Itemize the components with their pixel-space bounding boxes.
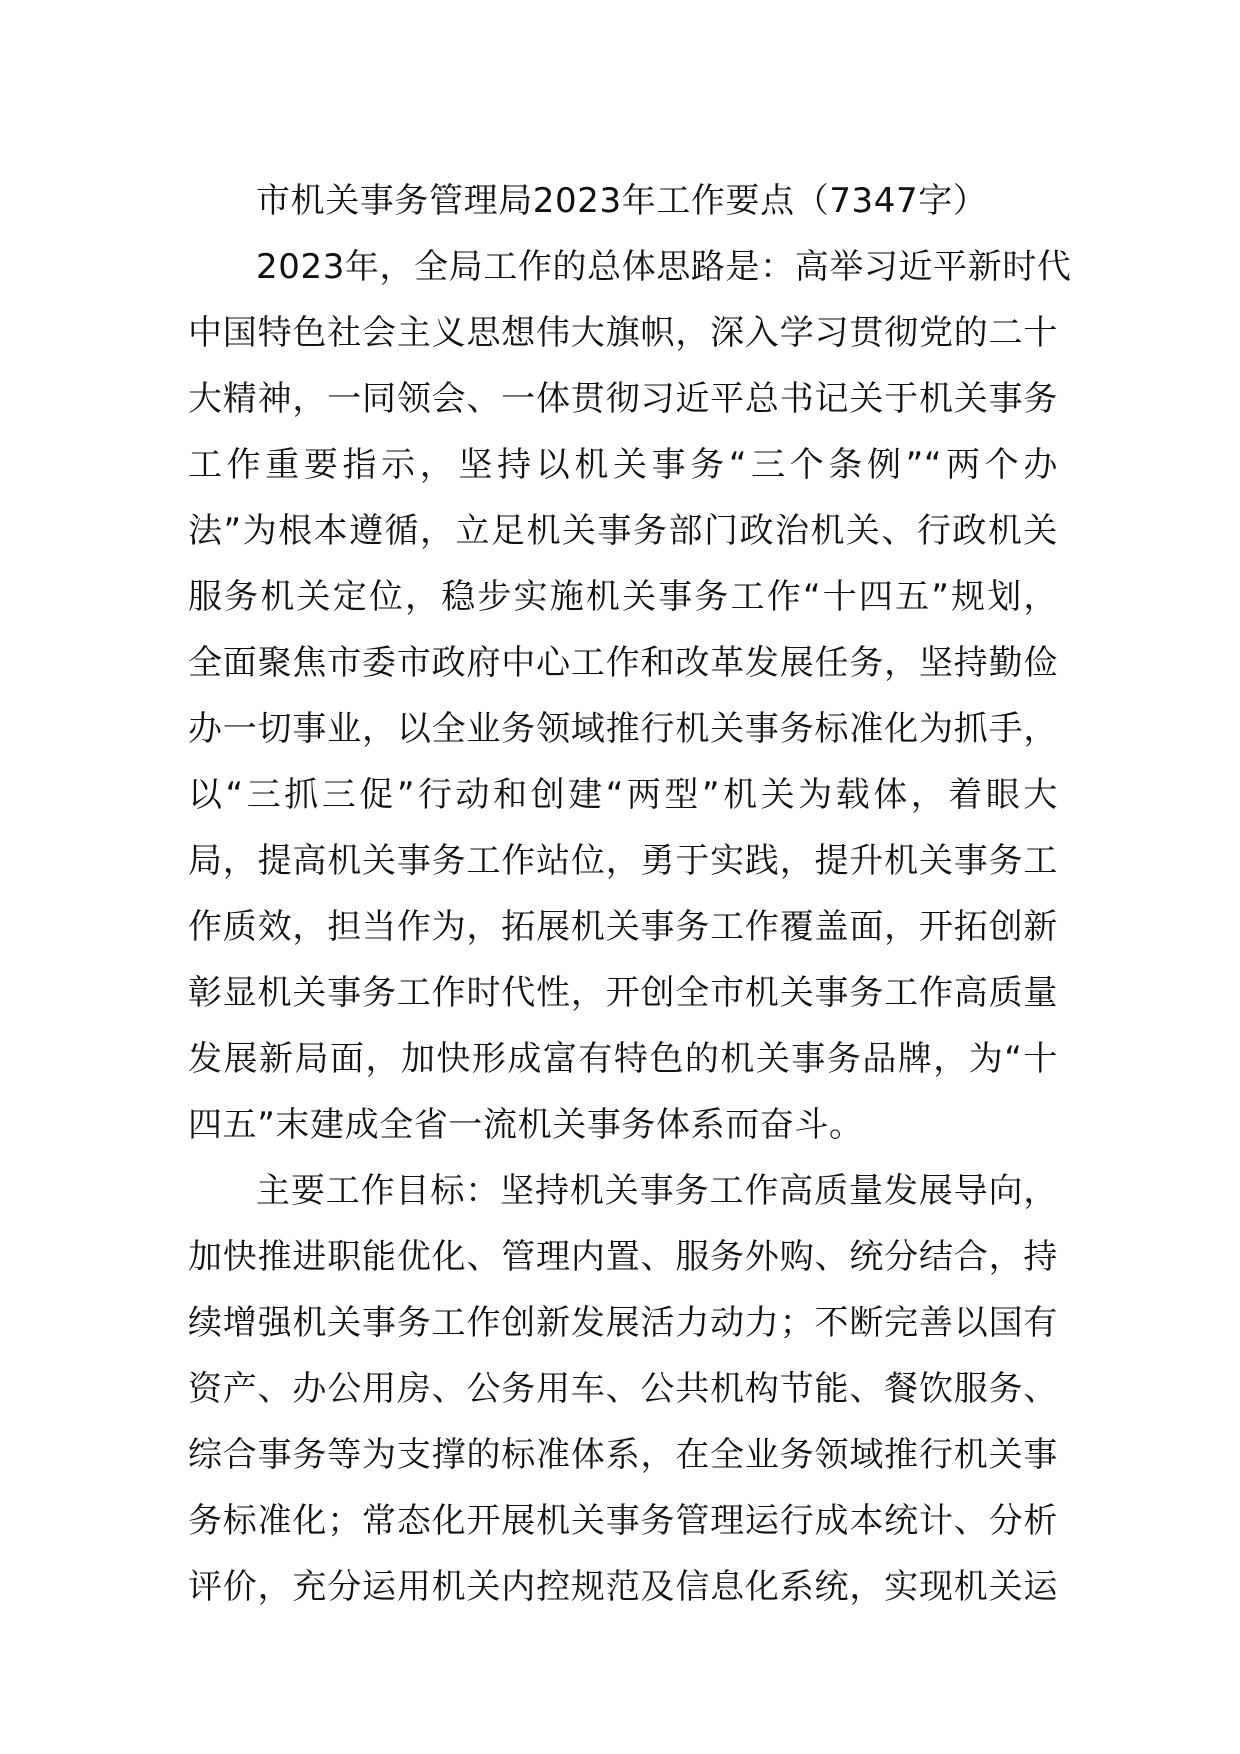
paragraph-line: 发展新局面，加快形成富有特色的机关事务品牌，为“十 xyxy=(188,1039,1058,1079)
paragraph-line: 以“三抓三促”行动和创建“两型”机关为载体，着眼大 xyxy=(188,775,1058,815)
paragraph-line: 办一切事业，以全业务领域推行机关事务标准化为抓手， xyxy=(188,709,1058,749)
paragraph-line: 大精神，一同领会、一体贯彻习近平总书记关于机关事务 xyxy=(188,379,1058,419)
paragraph-line: 作质效，担当作为，拓展机关事务工作覆盖面，开拓创新 xyxy=(188,907,1058,947)
document-body xyxy=(188,168,1072,1620)
paragraph-line: 资产、办公用房、公务用车、公共机构节能、餐饮服务、 xyxy=(188,1369,1058,1409)
paragraph-line: 工作重要指示，坚持以机关事务“三个条例”“两个办 xyxy=(188,445,1058,485)
paragraph-line: 局，提高机关事务工作站位，勇于实践，提升机关事务工 xyxy=(188,841,1058,881)
paragraph-line: 主要工作目标：坚持机关事务工作高质量发展导向， xyxy=(256,1171,1058,1211)
paragraph-line: 法”为根本遵循，立足机关事务部门政治机关、行政机关 xyxy=(188,511,1058,551)
paragraph-line: 四五”末建成全省一流机关事务体系而奋斗。 xyxy=(188,1105,864,1145)
paragraph-line: 2023年，全局工作的总体思路是：高举习近平新时代 xyxy=(256,247,1072,287)
paragraph-line: 综合事务等为支撑的标准体系，在全业务领域推行机关事 xyxy=(188,1435,1058,1475)
document-title: 市机关事务管理局2023年工作要点（7347字） xyxy=(256,181,988,221)
paragraph-line: 评价，充分运用机关内控规范及信息化系统，实现机关运 xyxy=(188,1567,1058,1607)
paragraph-overall-approach xyxy=(188,234,1072,1158)
paragraph-line: 全面聚焦市委市政府中心工作和改革发展任务，坚持勤俭 xyxy=(188,643,1058,683)
paragraph-line: 加快推进职能优化、管理内置、服务外购、统分结合，持 xyxy=(188,1237,1058,1277)
paragraph-main-goals xyxy=(188,1158,1058,1620)
paragraph-line: 续增强机关事务工作创新发展活力动力；不断完善以国有 xyxy=(188,1303,1058,1343)
paragraph-line: 务标准化；常态化开展机关事务管理运行成本统计、分析 xyxy=(188,1501,1058,1541)
paragraph-line: 彰显机关事务工作时代性，开创全市机关事务工作高质量 xyxy=(188,973,1058,1013)
paragraph-line: 服务机关定位，稳步实施机关事务工作“十四五”规划， xyxy=(188,577,1058,617)
paragraph-line: 中国特色社会主义思想伟大旗帜，深入学习贯彻党的二十 xyxy=(188,313,1058,353)
